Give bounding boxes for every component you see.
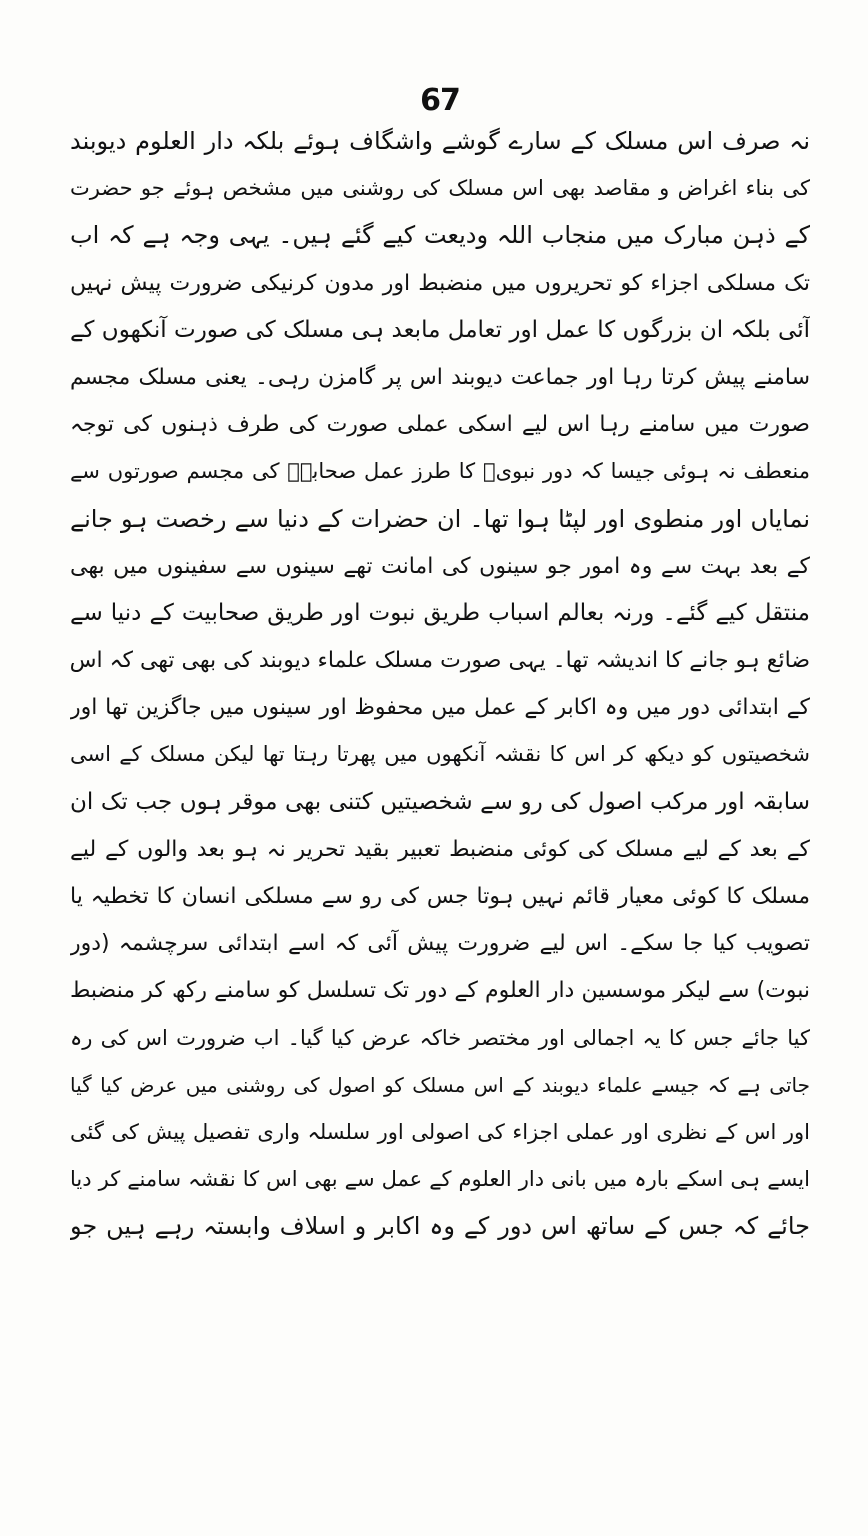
text-line-2: کی بناء اغراض و مقاصد بھی اس مسلک کی روشنی میں مشخص ہوئے جو حضرت <box>70 176 810 201</box>
text-line-6: سامنے پیش کرتا رہا اور جماعت دیوبند اس پر گامزن رہی۔ یعنی مسلک مجسم <box>70 364 810 390</box>
page-number: 67 <box>420 83 460 118</box>
body-text <box>70 118 810 1251</box>
text-line-3: کے ذہن مبارک میں منجاب اللہ ودیعت کیے گئے ہیں۔ یہی وجہ ہے کہ اب <box>70 221 810 250</box>
text-line-8: منعطف نہ ہوئی جیسا کہ دور نبویؐ کا طرز عمل صحابہؓ کی مجسم صورتوں سے <box>70 459 810 484</box>
text-line-16: کے بعد کے لیے مسلک کی کوئی منضبط تعبیر بقید تحریر نہ ہو بعد والوں کے لیے <box>70 836 810 862</box>
text-line-13: کے ابتدائی دور میں وہ اکابر کے عمل میں محفوظ اور سینوں میں جاگزین تھا اور <box>70 695 810 721</box>
text-line-4: تک مسلکی اجزاء کو تحریروں میں منضبط اور مدون کرنیکی ضرورت پیش نہیں <box>70 270 810 296</box>
text-line-17: مسلک کا کوئی معیار قائم نہیں ہوتا جس کی رو سے مسلکی انسان کا تخطیہ یا <box>70 884 810 909</box>
text-line-23: ایسے ہی اسکے بارہ میں بانی دار العلوم کے عمل سے بھی اس کا نقشہ سامنے کر دیا <box>70 1167 810 1192</box>
text-line-15: سابقہ اور مرکب اصول کی رو سے شخصیتیں کتنی بھی موقر ہوں جب تک ان <box>70 788 810 815</box>
text-line-7: صورت میں سامنے رہا اس لیے اسکی عملی صورت کی طرف ذہنوں کی توجہ <box>70 412 810 438</box>
text-line-24: جائے کہ جس کے ساتھ اس دور کے وہ اکابر و اسلاف وابستہ رہے ہیں جو <box>70 1212 810 1241</box>
text-line-5: آئی بلکہ ان بزرگوں کا عمل اور تعامل مابعد ہی مسلک کی صورت آنکھوں کے <box>70 316 810 343</box>
text-line-22: اور اس کے نظری اور عملی اجزاء کی اصولی اور سلسلہ واری تفصیل پیش کی گئی <box>70 1119 810 1144</box>
text-line-10: کے بعد بہت سے وہ امور جو سینوں کی امانت تھے سینوں سے سفینوں میں بھی <box>70 553 810 579</box>
text-line-14: شخصیتوں کو دیکھ کر اس کا نقشہ آنکھوں میں پھرتا رہتا تھا لیکن مسلک کے اسی <box>70 742 810 767</box>
text-line-9: نمایاں اور منطوی اور لپٹا ہوا تھا۔ ان حضرات کے دنیا سے رخصت ہو جانے <box>70 504 810 533</box>
text-line-12: ضائع ہو جانے کا اندیشہ تھا۔ یہی صورت مسلک علماء دیوبند کی بھی تھی کہ اس <box>70 648 810 674</box>
text-line-21: جاتی ہے کہ جیسے علماء دیوبند کے اس مسلک کو اصول کی روشنی میں عرض کیا گیا <box>70 1072 810 1097</box>
text-line-11: منتقل کیے گئے۔ ورنہ بعالم اسباب طریق نبوت اور طریق صحابیت کے دنیا سے <box>70 599 810 626</box>
text-line-18: تصویب کیا جا سکے۔ اس لیے ضرورت پیش آئی کہ اسے ابتدائی سرچشمہ (دور <box>70 931 810 957</box>
text-line-1: نہ صرف اس مسلک کے سارے گوشے واشگاف ہوئے بلکہ دار العلوم دیوبند <box>70 127 810 155</box>
text-line-19: نبوت) سے لیکر موسسین دار العلوم کے دور تک تسلسل کو سامنے رکھ کر منضبط <box>70 978 810 1004</box>
text-line-20: کیا جائے جس کا یہ اجمالی اور مختصر خاکہ عرض کیا گیا۔ اب ضرورت اس کی رہ <box>70 1025 810 1050</box>
